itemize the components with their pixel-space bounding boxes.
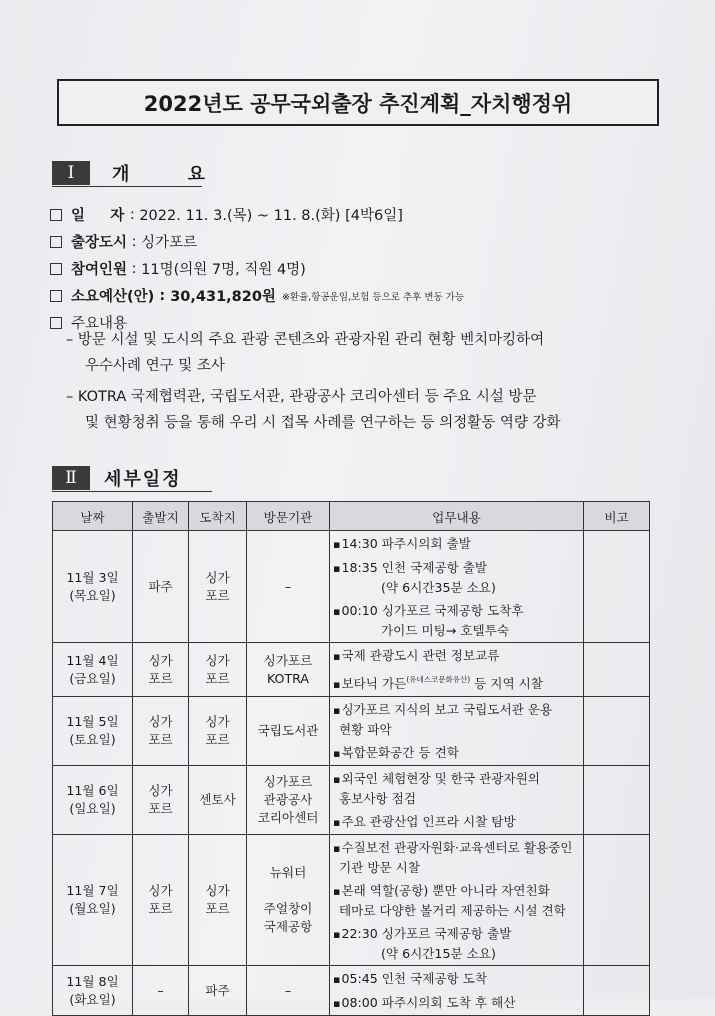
task-item [333,769,581,789]
content-line: 및 현황청취 등을 통해 우리 시 접목 사례를 연구하는 등 의정활동 역량 강화 [85,415,561,431]
section-2-title: 세부일정 [104,469,182,490]
cell-date-line: 11월 6일 [66,783,119,798]
task-text: 싱가포르 지식의 보고 국립도서관 운용 [341,702,553,717]
cell-visit-line [247,882,329,900]
section-1-underline [52,186,202,187]
table-row [53,643,650,697]
cell-visit-line: KOTRA [266,670,310,686]
table-row [53,531,650,643]
cell-arrival [189,766,247,835]
cell-visit-line: 관광공사 [263,792,313,807]
task-text: 수질보전 관광자원화·교육센터로 활용중인 [341,840,573,855]
content-item-1 [66,327,544,379]
task-item [333,881,581,901]
task-item [333,558,581,578]
cell-note [584,697,650,766]
cell-visit-line: 뉴워터 [269,865,307,880]
cell-tasks [330,697,584,766]
info-label: 소요예산(안) [71,289,155,305]
task-text: 14:30 파주시의회 출발 [341,536,471,551]
section-2-header [52,465,182,491]
task-item [333,924,581,944]
cell-departure [133,531,189,643]
info-item-city [50,231,197,252]
task-item [333,601,581,621]
cell-tasks [330,531,584,643]
budget-note: ※환율,항공운임,보험 등으로 추후 변동 가능 [281,291,465,303]
checkbox-square-icon [50,290,62,302]
info-item-participants [50,258,306,279]
task-text: 보타닉 가든 [341,676,407,691]
cell-visit-line: 국립도서관 [257,723,319,738]
info-item-budget [50,285,464,306]
document-title: 2022년도 공무국외출장 추진계획_자치행정위 [57,79,659,126]
cell-date-line: (월요일) [69,901,116,916]
task-text: 본래 역할(공항) 뿐만 아니라 자연친화 [341,883,550,898]
header-tasks: 업무내용 [330,502,584,531]
task-text: 18:35 인천 국제공항 출발 [341,560,488,575]
cell-arrival-line: 센토사 [199,792,236,807]
checkbox-square-icon [50,236,62,248]
task-text: 00:10 싱가포르 국제공항 도착후 [341,603,524,618]
cell-date-line: 11월 3일 [66,569,119,585]
cell-tasks [330,643,584,697]
cell-visit [247,966,330,1016]
task-text: 국제 관광도시 관련 정보교류 [341,648,500,663]
section-1-title: 개 요 [112,164,232,185]
cell-arrival-line: 포르 [205,901,230,916]
cell-tasks [330,835,584,966]
cell-departure-line: 포르 [148,732,173,747]
content-line: 우수사례 연구 및 조사 [85,358,225,374]
cell-date-line: (일요일) [69,801,116,816]
content-item-2 [66,384,561,436]
task-item [333,534,581,554]
cell-departure-line: 포르 [148,801,173,816]
cell-date-line: 11월 8일 [66,973,119,989]
header-arrival: 도착지 [189,502,247,531]
cell-note [584,766,650,835]
cell-arrival-line: 포르 [205,732,230,747]
cell-departure-line: 싱가 [148,714,173,729]
cell-note [584,643,650,697]
cell-departure [133,697,189,766]
info-item-date [50,204,403,225]
task-continuation: 가이드 미팅→ 호텔투숙 [381,623,510,638]
cell-arrival [189,697,247,766]
task-item [333,646,581,666]
cell-tasks [330,766,584,835]
cell-departure-line: 포르 [148,670,173,686]
cell-departure [133,643,189,697]
cell-visit-line: 싱가포르 [263,652,313,668]
info-label: 일 자 [71,208,126,224]
task-continuation: (약 6시간35분 소요) [381,580,496,595]
cell-arrival-line: 포르 [205,587,230,603]
cell-visit [247,697,330,766]
cell-date [53,835,133,966]
info-value: 11명(의원 7명, 직원 4명) [141,262,306,278]
cell-visit-line: 국제공항 [263,919,313,934]
cell-date-line: (금요일) [69,670,116,686]
header-date: 날짜 [53,502,133,531]
cell-departure [133,835,189,966]
table-header-row [53,502,650,531]
cell-visit [247,643,330,697]
cell-date-line: (화요일) [69,991,116,1007]
cell-visit-line: 코리아센터 [257,810,319,825]
cell-visit [247,531,330,643]
info-separator: : [125,206,140,223]
cell-arrival-line: 포르 [205,670,230,686]
cell-departure-line: 싱가 [148,783,173,798]
task-continuation: 테마로 다양한 볼거리 제공하는 시설 견학 [339,903,566,918]
header-note: 비고 [584,502,650,531]
info-separator: : [127,233,142,250]
cell-date [53,697,133,766]
task-item [333,812,581,832]
header-visit: 방문기관 [247,502,330,531]
task-item [333,700,581,720]
section-1-number: Ⅰ [52,161,90,185]
cell-arrival [189,966,247,1016]
task-continuation: 현황 파악 [339,722,392,737]
cell-date [53,531,133,643]
cell-arrival-line: 파주 [205,982,230,998]
cell-visit-line: – [284,578,292,594]
task-text: 22:30 싱가포르 국제공항 출발 [341,926,512,941]
cell-note [584,966,650,1016]
task-superscript: (유네스코문화유산) [406,675,471,684]
table-row [53,835,650,966]
task-item [333,993,581,1013]
cell-departure-line: 포르 [148,901,173,916]
cell-arrival-line: 싱가 [205,714,230,729]
checkbox-square-icon [50,317,62,329]
task-item [333,969,581,989]
cell-visit-line: – [284,982,292,998]
content-line: – 방문 시설 및 도시의 주요 관광 콘텐츠와 관광자원 관리 현황 벤치마킹하여 [66,332,545,348]
cell-note [584,835,650,966]
cell-arrival-line: 싱가 [205,883,230,898]
task-text: 05:45 인천 국제공항 도착 [341,971,488,986]
task-continuation: 기관 방문 시찰 [339,860,420,875]
info-separator: : [127,260,142,277]
task-continuation: (약 6시간15분 소요) [381,946,496,961]
cell-arrival-line: 싱가 [205,652,230,668]
cell-date-line: 11월 4일 [66,652,119,668]
task-text: 08:00 파주시의회 도착 후 해산 [341,995,516,1010]
task-text: 외국인 체험현장 및 한국 관광자원의 [341,771,540,786]
cell-note [584,531,650,643]
cell-departure [133,966,189,1016]
task-item [333,670,581,694]
checkbox-square-icon [50,263,62,275]
cell-visit-line: 싱가포르 [263,774,313,789]
cell-arrival [189,835,247,966]
cell-date [53,966,133,1016]
task-text-after: 등 지역 시찰 [470,676,543,691]
info-label: 주요내용 [71,316,128,332]
cell-date [53,643,133,697]
cell-date-line: (토요일) [69,732,116,747]
cell-visit [247,835,330,966]
cell-arrival-line: 싱가 [205,569,230,585]
cell-date-line: 11월 5일 [66,714,119,729]
info-value: 30,431,820원 [170,289,276,305]
section-1-header [52,160,231,186]
table-row [53,697,650,766]
task-text: 복합문화공간 등 견학 [341,745,459,760]
cell-date [53,766,133,835]
content-line: – KOTRA 국제협력관, 국립도서관, 관광공사 코리아센터 등 주요 시설 방문 [66,389,537,405]
info-value: 싱가포르 [141,235,198,251]
info-label: 출장도시 [71,235,128,251]
checkbox-square-icon [50,209,62,221]
table-row [53,966,650,1016]
cell-date-line: 11월 7일 [66,883,119,898]
cell-departure-line: 싱가 [148,883,173,898]
table-row [53,766,650,835]
cell-departure-line: 싱가 [148,652,173,668]
cell-visit [247,766,330,835]
cell-departure [133,766,189,835]
task-text: 주요 관광산업 인프라 시찰 탐방 [341,814,516,829]
section-2-number: Ⅱ [52,466,90,490]
cell-visit-line: 주얼창이 [263,901,313,916]
cell-tasks [330,966,584,1016]
cell-arrival [189,643,247,697]
info-value: 2022. 11. 3.(목) ~ 11. 8.(화) [4박6일] [139,208,403,224]
cell-arrival [189,531,247,643]
info-separator: : [154,287,171,304]
task-continuation: 홍보사항 점검 [339,791,416,806]
cell-date-line: (목요일) [69,587,116,603]
info-label: 참여인원 [71,262,128,278]
cell-departure-line: – [157,982,164,998]
cell-departure-line: 파주 [148,578,173,594]
schedule-table [52,501,650,1016]
task-item [333,743,581,763]
task-item [333,838,581,858]
section-2-underline [52,491,212,492]
header-departure: 출발지 [133,502,189,531]
